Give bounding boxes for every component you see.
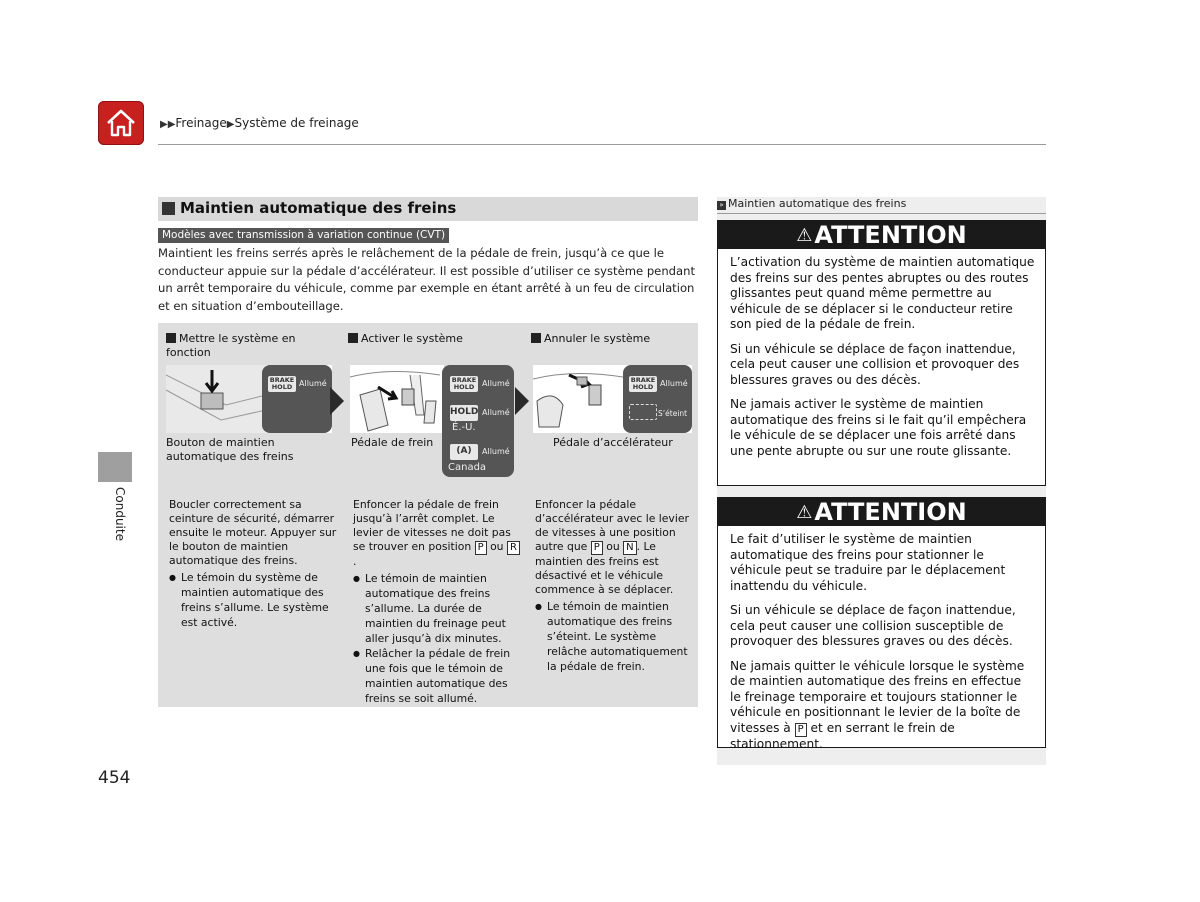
indicator-state: S’éteint xyxy=(658,409,688,418)
step-2-text: Enfoncer la pédale de frein jusqu’à l’arrêt complet. Le levier de vitesses ne doit pas se trouver en position P ou R. ● Le témoin de maintien automatique des freins s’allume. La durée de maintien du freinage peut aller jusqu’à dix minutes. ● Relâcher la pédale de frein une fois que le témoin de maintien automatique des freins se soit allumé. xyxy=(353,498,521,706)
step-3-illustration xyxy=(533,365,692,433)
breadcrumb-link-freinage[interactable]: Freinage xyxy=(175,116,227,130)
step-1-caption: Bouton de maintien automatique des freins xyxy=(166,436,294,463)
warning-heading: ⚠ATTENTION xyxy=(718,498,1045,526)
warning-paragraph: Si un véhicule se déplace de façon inattendue, cela peut causer une collision et provoquer des blessures graves ou des décès. xyxy=(730,341,1020,387)
bullet-item: ● Le témoin du système de maintien automatique des freins s’allume. Le système est activé. xyxy=(169,570,337,630)
brake-hold-indicator-icon: BRAKE HOLD xyxy=(451,376,477,391)
indicator-state: Allumé xyxy=(482,408,510,417)
indicator-state: Allumé xyxy=(660,379,688,388)
header-divider xyxy=(158,144,1046,145)
home-icon xyxy=(105,107,137,139)
model-tag: Modèles avec transmission à variation continue (CVT) xyxy=(158,228,449,243)
chapter-label: Conduite xyxy=(113,487,127,541)
step-2-indicator-pane xyxy=(442,365,514,477)
step-2-heading: Activer le système xyxy=(348,332,518,346)
brake-hold-indicator-icon: BRAKE HOLD xyxy=(630,376,656,391)
step-2-illustration xyxy=(350,365,514,477)
region-label: Canada xyxy=(448,462,487,473)
brake-hold-indicator-icon: BRAKE HOLD xyxy=(269,376,295,391)
warning-paragraph: Ne jamais quitter le véhicule lorsque le système de maintien automatique des freins en effectue le freinage temporaire et toujours stationner le véhicule en positionnant le levier de la boîte de vitesses à P et en serrant le frein de stationnement. xyxy=(730,658,1025,751)
breadcrumb-arrow-icon: ▶▶ xyxy=(160,119,176,130)
warning-paragraph: L’activation du système de maintien automatique des freins sur des pentes abruptes ou des routes glissantes peut quand même permettre au véhicule de se déplacer si le conducteur retire son pied de la pédale de frein. xyxy=(730,255,1035,331)
step-square-icon xyxy=(531,333,541,343)
warning-paragraph: Si un véhicule se déplace de façon inattendue, cela peut causer une collision susceptible de provoquer des blessures graves ou des décès. xyxy=(730,603,1016,648)
chapter-tab[interactable] xyxy=(98,452,132,482)
steps-panel xyxy=(158,323,698,707)
reference-icon: » xyxy=(717,201,726,210)
step-square-icon xyxy=(166,333,176,343)
step-3-heading: Annuler le système xyxy=(531,332,691,346)
heading-square-icon xyxy=(162,202,175,215)
gear-key-p: P xyxy=(475,541,487,555)
section-title: Maintien automatique des freins xyxy=(180,199,457,217)
breadcrumb-arrow-icon: ▶ xyxy=(226,119,235,130)
gear-key-p: P xyxy=(591,541,603,555)
sidebar-ref-heading: » Maintien automatique des freins xyxy=(717,197,1046,214)
bullet-item: ● Relâcher la pédale de frein une fois que le témoin de maintien automatique des freins se soit allumé. xyxy=(353,646,521,706)
gear-key-n: N xyxy=(623,541,636,555)
auto-hold-indicator-icon: (A) xyxy=(450,444,478,460)
warning-triangle-icon: ⚠ xyxy=(796,502,813,523)
step-1-text: Boucler correctement sa ceinture de sécurité, démarrer ensuite le moteur. Appuyer sur le bouton de maintien automatique des freins. ● Le témoin du système de maintien automatique des freins s’allume. Le système est activé. xyxy=(169,498,337,630)
brake-hold-button-illustration xyxy=(166,365,266,433)
step-1-illustration xyxy=(166,365,332,433)
indicator-state: Allumé xyxy=(482,379,510,388)
step-1-heading: Mettre le système en fonction xyxy=(166,332,296,359)
step-arrow-icon xyxy=(330,387,344,415)
warning-heading: ⚠ATTENTION xyxy=(718,221,1045,249)
section-heading xyxy=(158,197,698,221)
warning-triangle-icon: ⚠ xyxy=(796,225,813,246)
warning-box-1 xyxy=(717,220,1046,486)
warning-box-2 xyxy=(717,497,1046,751)
brake-pedal-illustration xyxy=(350,365,444,433)
page-number: 454 xyxy=(98,768,131,788)
region-label: É.-U. xyxy=(452,422,476,433)
step-1-indicator-pane xyxy=(262,365,332,433)
bullet-item: ● Le témoin de maintien automatique des freins s’éteint. Le système relâche automatiquement la pédale de frein. xyxy=(535,599,695,674)
indicator-state: Allumé xyxy=(482,447,510,456)
bullet-item: ● Le témoin de maintien automatique des freins s’allume. La durée de maintien du freinage peut aller jusqu’à dix minutes. xyxy=(353,571,521,646)
breadcrumb-link-systeme[interactable]: Système de freinage xyxy=(234,116,359,130)
step-arrow-icon xyxy=(515,387,529,415)
step-3-text: Enfoncer la pédale d’accélérateur avec le levier de vitesses à une position autre que P ou N . Le maintien des freins est désactivé et le véhicule commence à se déplacer. ● Le témoin de maintien automatique des freins s’éteint. Le système relâche automatiquement la pédale de frein. xyxy=(535,498,695,674)
step-3-caption: Pédale d’accélérateur xyxy=(553,436,673,449)
gear-key-p: P xyxy=(795,723,807,737)
indicator-off-icon xyxy=(629,404,657,420)
step-square-icon xyxy=(348,333,358,343)
breadcrumb xyxy=(160,116,359,130)
step-3-indicator-pane xyxy=(623,365,692,433)
step-2-caption: Pédale de frein xyxy=(351,436,434,449)
gear-key-r: R xyxy=(507,541,520,555)
warning-paragraph: Ne jamais activer le système de maintien automatique des freins si le fait qu’il empêchera le véhicule de se déplacer une fois arrêté dans une pente abrupte ou sur une route glissante. xyxy=(730,397,1027,458)
home-button[interactable] xyxy=(98,101,144,145)
accelerator-pedal-illustration xyxy=(533,365,625,433)
hold-indicator-icon: HOLD xyxy=(450,405,478,421)
intro-paragraph: Maintient les freins serrés après le relâchement de la pédale de frein, jusqu’à ce que le conducteur appuie sur la pédale d’accélérateur. Il est possible d’utiliser ce système pendant un arrêt temporaire du véhicule, comme par exemple en étant arrêté à un feu de circulation et en situation d’embouteillage. xyxy=(158,246,696,313)
indicator-state: Allumé xyxy=(299,379,327,388)
warning-paragraph: Le fait d’utiliser le système de maintien automatique des freins pour stationner le véhicule peut se traduire par le déplacement inattendu du véhicule. xyxy=(730,532,1006,593)
